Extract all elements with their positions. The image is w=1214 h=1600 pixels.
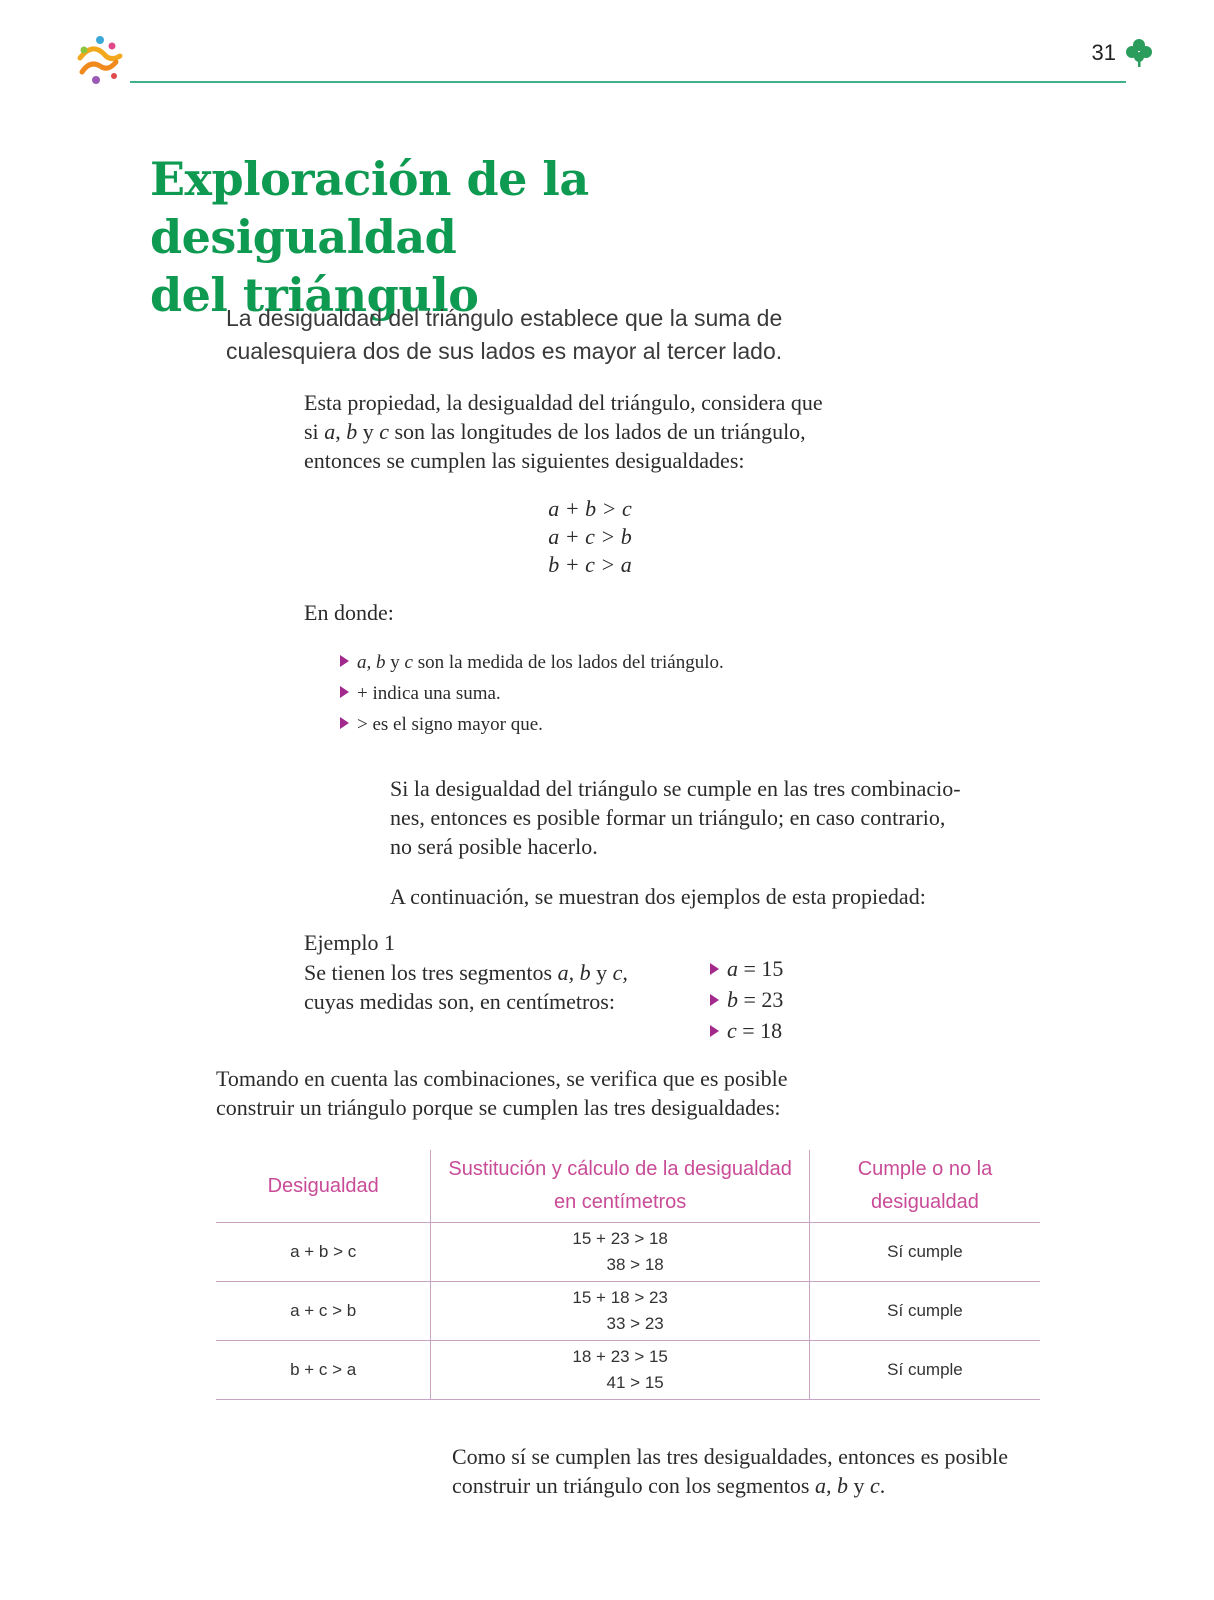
var-c: c [727,1018,737,1043]
condition-paragraph [390,774,1000,861]
title-line-2: del triángulo [150,268,479,322]
cell-result: Sí cumple [809,1282,1040,1341]
bullet-arrow-icon [340,686,349,698]
en-donde-label: En donde: [304,600,394,625]
list-item [340,650,724,676]
property-line-2 [304,417,864,446]
table-row [216,1341,1040,1400]
table-row [216,1223,1040,1282]
text-fragment: Se tienen los tres segmentos [304,960,558,985]
cell-calculation [431,1341,810,1400]
cell-result: Sí cumple [809,1223,1040,1282]
text-fragment: . [879,1473,886,1498]
property-line-3: entonces se cumplen las siguientes desigualdades: [304,448,745,473]
condition-line-1: Si la desigualdad del triángulo se cumple en las tres combinacio- [390,776,961,801]
conclusion-line-2 [452,1471,1072,1500]
text-fragment: si [304,419,325,444]
bullet-arrow-icon [340,655,349,667]
value-text: = 15 [738,956,784,981]
example-value-a [710,954,783,983]
calc-line: 18 + 23 > 15 [572,1347,668,1366]
list-item [340,681,501,707]
header-cumple [809,1150,1040,1223]
text-fragment: son la medida de los lados del triángulo. [412,652,724,673]
text-fragment: y [385,652,405,673]
example-value-b [710,985,783,1014]
example-line-2: cuyas medidas son, en centímetros: [304,989,615,1014]
calc-line: 15 + 18 > 23 [572,1288,668,1307]
property-line-1: Esta propiedad, la desigualdad del triángulo, considera que [304,390,823,415]
header-text: Sustitución y cálculo de la desigualdad [448,1158,792,1180]
header-text: en centímetros [554,1191,687,1213]
calc-line: 41 > 15 [606,1373,664,1392]
tomando-line-2: construir un triángulo porque se cumplen las tres desigualdades: [216,1095,781,1120]
intro-line-2: cualesquiera dos de sus lados es mayor al tercer lado. [226,338,783,364]
table-row [216,1282,1040,1341]
value-text: = 18 [736,1018,783,1043]
formula-2: a + c > b [548,524,632,549]
header-rule [130,81,1126,83]
page-title [150,150,910,324]
intro-line-1: La desigualdad del triángulo establece que la suma de [226,305,783,331]
bullet-arrow-icon [710,994,719,1006]
text-fragment: y [357,419,380,444]
var-c: c [379,419,389,444]
cell-calculation [431,1223,810,1282]
var-c: c [869,1473,880,1498]
var-a: a [324,419,336,444]
text-fragment: son las longitudes de los lados de un triángulo, [388,419,806,444]
list-item [340,712,543,738]
calc-line: 38 > 18 [606,1255,664,1274]
cell-calculation [431,1282,810,1341]
intro-paragraph [226,302,826,368]
bullet-arrow-icon [710,1025,719,1037]
formula-1: a + b > c [548,496,632,521]
header-text: desigualdad [871,1191,979,1213]
vars-ab: a, b [814,1473,848,1498]
header-desigualdad: Desigualdad [216,1150,431,1223]
text-fragment: construir un triángulo con los segmentos [452,1473,815,1498]
multicolor-figure-logo-icon [70,32,126,88]
green-clover-icon [1126,38,1152,68]
conclusion-line-1: Como sí se cumplen las tres desigualdades, entonces es posible [452,1444,1008,1469]
formula-3: b + c > a [548,552,632,577]
condition-line-3: no será posible hacerlo. [390,834,598,859]
text-fragment: y [590,960,613,985]
calc-line: 33 > 23 [606,1314,664,1333]
text-fragment: y [847,1473,870,1498]
var-c: c [404,652,413,673]
vars-ab: a, b [557,960,591,985]
var-b: b [346,419,358,444]
text-fragment: , [335,419,347,444]
cell-result: Sí cumple [809,1341,1040,1400]
tomando-line-1: Tomando en cuenta las combinaciones, se verifica que es posible [216,1066,788,1091]
cell-inequality: a + b > c [216,1223,431,1282]
header-sustitucion [431,1150,810,1223]
cell-inequality: b + c > a [216,1341,431,1400]
example-value-c [710,1016,782,1045]
example-description [304,958,664,1016]
header-text: Cumple o no la [857,1158,993,1180]
conclusion-paragraph [452,1442,1072,1500]
title-line-1: Exploración de la desigualdad [150,152,589,264]
inequality-table [216,1150,1040,1400]
definition-text: + indica una suma. [357,683,501,704]
var-a: a [727,956,738,981]
tomando-paragraph [216,1064,836,1122]
example-title: Ejemplo 1 [304,930,396,955]
table-header-row [216,1150,1040,1223]
condition-line-2: nes, entonces es posible formar un triángulo; en caso contrario, [390,805,946,830]
page-number: 31 [1091,40,1116,65]
value-text: = 23 [738,987,784,1012]
definition-text: > es el signo mayor que. [357,714,543,735]
vars-ab: a, b [357,652,386,673]
example-line-1 [304,958,664,987]
var-c: c, [612,960,628,985]
cell-inequality: a + c > b [216,1282,431,1341]
calc-line: 15 + 23 > 18 [572,1229,668,1248]
bullet-arrow-icon [340,717,349,729]
bullet-arrow-icon [710,963,719,975]
var-b: b [727,987,738,1012]
property-paragraph [304,388,864,475]
continuation-paragraph: A continuación, se muestran dos ejemplos de esta propiedad: [390,884,926,909]
